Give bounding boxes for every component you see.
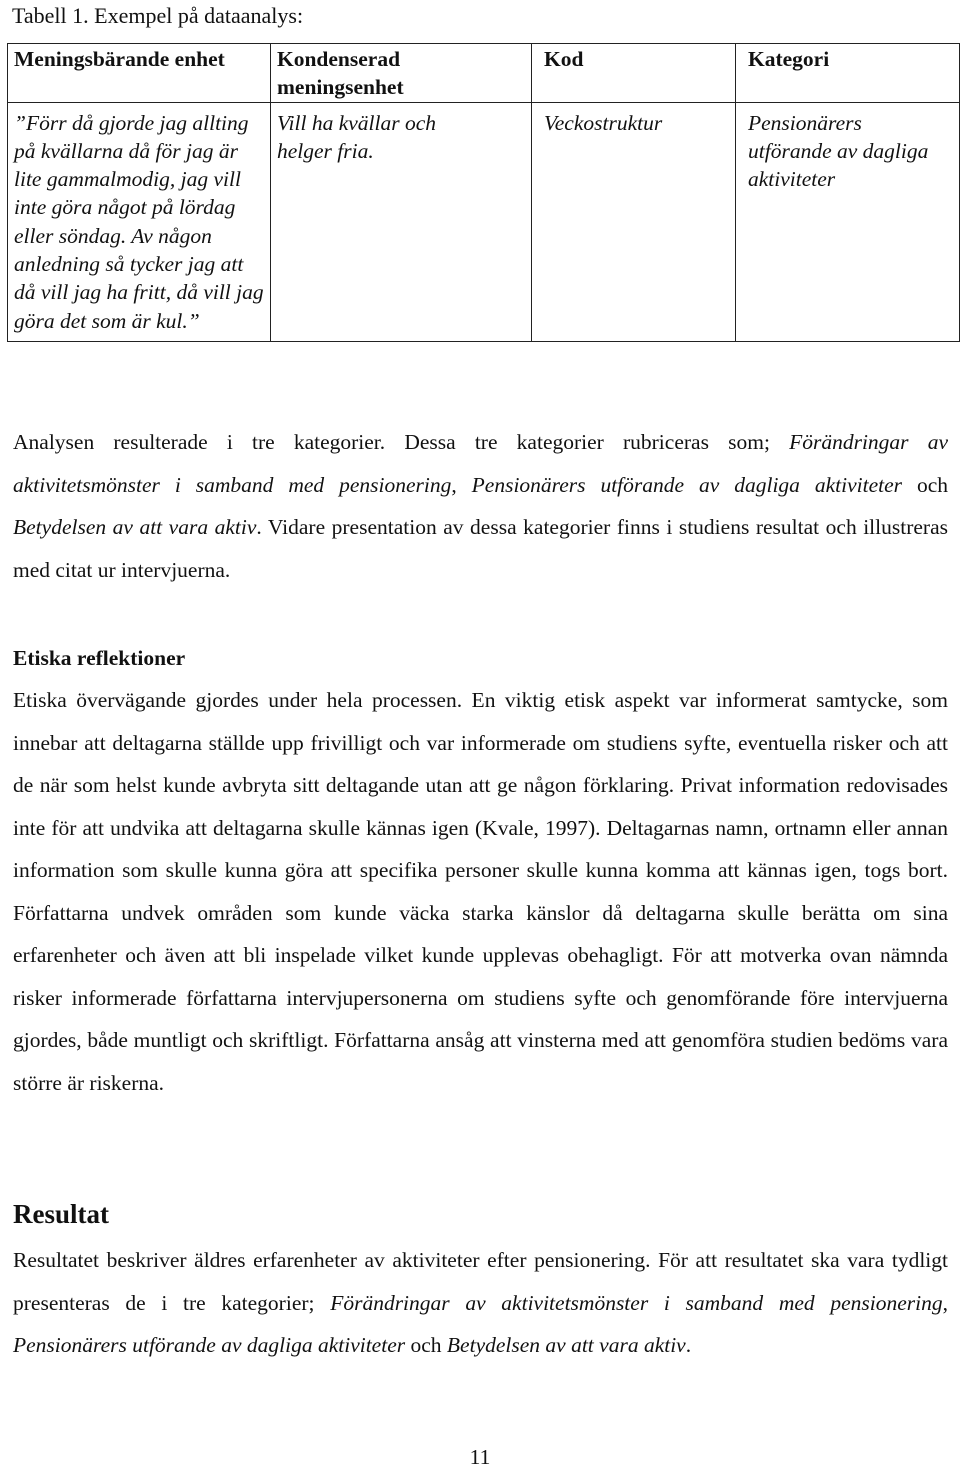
table-row xyxy=(8,102,960,341)
ethics-paragraph: Etiska övervägande gjordes under hela processen. En viktig etisk aspekt var informerat samtycke, som innebar att deltagarna ställde upp frivilligt och var informerade om studiens syfte, eventuella risker och att de när som helst kunde avbryta sitt deltagande utan att ge någon förklaring. Privat information redovisades inte för att undvika att deltagarna skulle kännas igen (Kvale, 1997). Deltagarnas namn, ortnamn eller annan information som skulle kunna göra att specifika personer skulle kunna komma att kännas igen, togs bort. Författarna undvek områden som kunde väcka starka känslor då deltagarna skulle berätta om sina erfarenheter och även att bli inspelade vilket kunde upplevas obehagligt. För att motverka ovan nämnda risker informerade författarna intervjupersonerna om studiens syfte och genomförande före intervjuerna gjordes, både muntligt och skriftligt. Författarna ansåg att vinsterna med att genomföra studien bedöms vara större är riskerna. xyxy=(13,688,948,1095)
separator: och xyxy=(902,472,948,497)
results-text-1: Resultatet beskriver äldres erfarenheter av aktiviteter efter pensionering. För att resultatet ska vara tydligt presenteras de i tre kategorier; xyxy=(13,1248,948,1315)
category-3-name: Betydelsen av att vara aktiv xyxy=(13,515,257,539)
data-analysis-table xyxy=(7,43,960,342)
table-header-row xyxy=(8,44,960,103)
results-text-2: . xyxy=(685,1333,692,1357)
cell-meaning-unit: ”Förr då gjorde jag allting på kvällarna då för jag är lite gammalmodig, jag vill inte göra något på lördag eller söndag. Av någon anledning så tycker jag att då vill jag ha fritt, då vill jag göra det som är kul.” xyxy=(8,102,271,341)
analysis-text-2: . Vidare presentation av dessa kategorier finns i studiens resultat och illustreras med citat ur intervjuerna. xyxy=(13,515,948,582)
results-heading: Resultat xyxy=(13,1199,109,1229)
header-category: Kategori xyxy=(736,44,960,103)
header-code: Kod xyxy=(532,44,736,103)
separator: , xyxy=(942,1290,949,1315)
analysis-paragraph xyxy=(13,421,948,591)
cell-code: Veckostruktur xyxy=(532,102,736,341)
category-3-name: Betydelsen av att vara aktiv xyxy=(446,1333,686,1357)
separator: , xyxy=(451,472,472,497)
header-meaning-unit: Meningsbärande enhet xyxy=(8,44,271,103)
cell-category: Pensionärers utförande av dagliga aktiviteter xyxy=(736,102,960,341)
header-condensed-unit: Kondenserad meningsenhet xyxy=(271,44,532,103)
ethics-heading: Etiska reflektioner xyxy=(13,646,186,670)
cell-condensed-unit: Vill ha kvällar och helger fria. xyxy=(271,102,532,341)
page-number: 11 xyxy=(469,1445,491,1469)
category-2-name: Pensionärers utförande av dagliga aktiviteter xyxy=(471,472,903,497)
analysis-text-1: Analysen resulterade i tre kategorier. Dessa tre kategorier rubriceras som; xyxy=(13,430,790,454)
category-2-name: Pensionärers utförande av dagliga aktiviteter xyxy=(13,1333,406,1357)
category-1-name: Förändringar av aktivitetsmönster i samband med pensionering xyxy=(330,1290,943,1315)
category-1-name: Förändringar av aktivitetsmönster i samband med pensionering xyxy=(13,430,948,497)
results-paragraph xyxy=(13,1239,948,1367)
separator: och xyxy=(405,1333,447,1357)
table-caption: Tabell 1. Exempel på dataanalys: xyxy=(12,3,304,28)
